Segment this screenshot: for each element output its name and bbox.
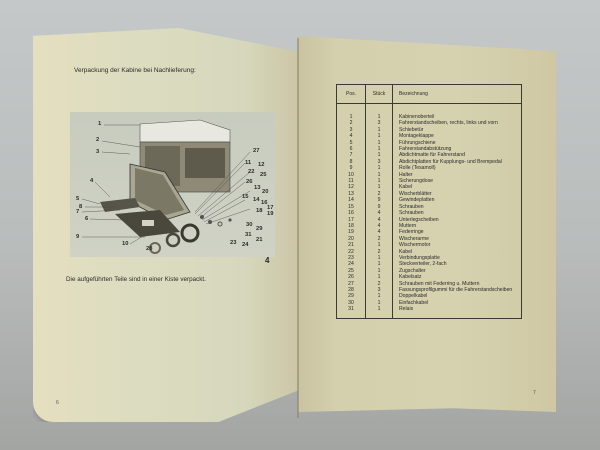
cell-stueck: 1 bbox=[366, 152, 393, 158]
cell-stueck: 9 bbox=[366, 197, 393, 203]
figure-label: 4 bbox=[90, 178, 94, 184]
cell-bezeichnung: Fahrerstandscheiben, rechts, links und vorn bbox=[393, 120, 522, 126]
cell-pos: 22 bbox=[337, 249, 366, 255]
cell-bezeichnung: Zugschalter bbox=[393, 268, 522, 274]
figure-label: 22 bbox=[248, 169, 255, 175]
figure-label: 14 bbox=[253, 197, 260, 203]
cell-pos: 14 bbox=[337, 197, 366, 203]
cell-stueck: 1 bbox=[366, 300, 393, 306]
cell-pos: 29 bbox=[337, 293, 366, 299]
cell-stueck: 3 bbox=[366, 287, 393, 293]
table-body bbox=[337, 104, 522, 319]
table-row bbox=[337, 306, 522, 318]
cell-pos: 31 bbox=[337, 306, 366, 318]
cell-bezeichnung: Einfachkabel bbox=[393, 300, 522, 306]
figure-label: 5 bbox=[76, 196, 80, 202]
section-heading: Verpackung der Kabine bei Nachlieferung: bbox=[74, 67, 196, 74]
cell-bezeichnung: Rolle (Tesamoll) bbox=[393, 165, 522, 171]
cell-pos: 20 bbox=[337, 236, 366, 242]
cell-stueck: 1 bbox=[366, 261, 393, 267]
cell-bezeichnung: Wischerblätter bbox=[393, 191, 522, 197]
cell-pos: 12 bbox=[337, 184, 366, 190]
figure-label: 11 bbox=[245, 160, 252, 166]
figure-label: 1 bbox=[98, 121, 102, 127]
cell-bezeichnung: Abdichtmatte für Fahrerstand bbox=[393, 152, 522, 158]
cell-bezeichnung: Abdichtplatten für Kupplungs- und Brempedal bbox=[393, 159, 522, 165]
cell-bezeichnung: Schrauben bbox=[393, 204, 522, 210]
figure-label: 9 bbox=[76, 234, 80, 240]
cell-bezeichnung: Führungschiene bbox=[393, 140, 522, 146]
book-spine bbox=[297, 38, 299, 418]
figure-label: 21 bbox=[256, 237, 263, 243]
cell-stueck: 1 bbox=[366, 306, 393, 318]
table-header-row bbox=[337, 85, 522, 104]
cell-pos: 7 bbox=[337, 152, 366, 158]
cell-stueck: 1 bbox=[366, 165, 393, 171]
cell-stueck: 1 bbox=[366, 178, 393, 184]
cell-bezeichnung: Muttern bbox=[393, 223, 522, 229]
cell-pos: 27 bbox=[337, 281, 366, 287]
cell-stueck: 1 bbox=[366, 140, 393, 146]
cell-stueck: 4 bbox=[366, 229, 393, 235]
cell-pos: 13 bbox=[337, 191, 366, 197]
cell-bezeichnung: Fassungsprofilgummi für die Fahrerstandscheiben bbox=[393, 287, 522, 293]
cell-stueck: 1 bbox=[366, 242, 393, 248]
cell-pos: 15 bbox=[337, 204, 366, 210]
cell-bezeichnung: Kabel bbox=[393, 184, 522, 190]
figure-label: 26 bbox=[246, 179, 253, 185]
cell-pos: 5 bbox=[337, 140, 366, 146]
cell-pos: 19 bbox=[337, 229, 366, 235]
figure-label: 8 bbox=[79, 204, 83, 210]
cell-pos: 6 bbox=[337, 146, 366, 152]
cell-bezeichnung: Unterlegscheiben bbox=[393, 217, 522, 223]
cell-bezeichnung: Montageklappe bbox=[393, 133, 522, 139]
cell-pos: 18 bbox=[337, 223, 366, 229]
cell-bezeichnung: Relais bbox=[393, 306, 522, 318]
figure-label: 7 bbox=[76, 209, 80, 215]
cell-stueck: 2 bbox=[366, 281, 393, 287]
figure-label: 31 bbox=[245, 232, 252, 238]
cell-pos: 21 bbox=[337, 242, 366, 248]
figure-label: 25 bbox=[260, 172, 267, 178]
cell-pos: 8 bbox=[337, 159, 366, 165]
figure-label: 27 bbox=[253, 148, 260, 154]
cell-bezeichnung: Fahrerstandabstützung bbox=[393, 146, 522, 152]
cell-stueck: 2 bbox=[366, 236, 393, 242]
figure-label: 24 bbox=[242, 242, 249, 248]
cell-bezeichnung: Kabel bbox=[393, 249, 522, 255]
cell-stueck: 4 bbox=[366, 210, 393, 216]
cell-pos: 16 bbox=[337, 210, 366, 216]
cell-bezeichnung: Schiebetür bbox=[393, 127, 522, 133]
cell-bezeichnung: Schrauben mit Federring u. Muttern bbox=[393, 281, 522, 287]
cell-pos: 4 bbox=[337, 133, 366, 139]
cell-bezeichnung: Kabelsatz bbox=[393, 274, 522, 280]
cell-bezeichnung: Steckverteiler, 2-fach bbox=[393, 261, 522, 267]
cell-pos: 11 bbox=[337, 178, 366, 184]
figure-caption: Die aufgeführten Teile sind in einer Kiste verpackt. bbox=[66, 276, 206, 283]
figure-label: 29 bbox=[256, 226, 263, 232]
cell-bezeichnung: Doppelkabel bbox=[393, 293, 522, 299]
cell-pos: 2 bbox=[337, 120, 366, 126]
figure-label: 15 bbox=[242, 194, 249, 200]
column-header-stueck: Stück bbox=[366, 85, 393, 104]
cell-bezeichnung: Schrauben bbox=[393, 210, 522, 216]
cell-pos: 25 bbox=[337, 268, 366, 274]
cell-pos: 24 bbox=[337, 261, 366, 267]
column-header-bezeichnung: Bezeichnung bbox=[393, 85, 522, 104]
left-page-number: 6 bbox=[56, 400, 59, 406]
cabin-parts-illustration bbox=[70, 112, 275, 257]
cell-stueck: 9 bbox=[366, 204, 393, 210]
cell-bezeichnung: Halter bbox=[393, 172, 522, 178]
figure-label: 16 bbox=[261, 200, 268, 206]
figure-label: 3 bbox=[96, 149, 100, 155]
cell-stueck: 1 bbox=[366, 127, 393, 133]
cell-stueck: 1 bbox=[366, 172, 393, 178]
figure-label: 23 bbox=[230, 240, 237, 246]
figure-label: 2 bbox=[96, 137, 100, 143]
cell-pos: 28 bbox=[337, 287, 366, 293]
cell-pos: 17 bbox=[337, 217, 366, 223]
cell-bezeichnung: Wischerarme bbox=[393, 236, 522, 242]
column-header-pos: Pos. bbox=[337, 85, 366, 104]
figure-label: 12 bbox=[258, 162, 265, 168]
cell-bezeichnung: Federringe bbox=[393, 229, 522, 235]
cell-stueck: 1 bbox=[366, 274, 393, 280]
figure-label: 10 bbox=[122, 241, 129, 247]
right-page-number: 7 bbox=[533, 390, 536, 396]
cell-stueck: 1 bbox=[366, 133, 393, 139]
cell-stueck: 1 bbox=[366, 184, 393, 190]
cell-stueck: 1 bbox=[366, 268, 393, 274]
cell-pos: 26 bbox=[337, 274, 366, 280]
cell-bezeichnung: Wischermotor bbox=[393, 242, 522, 248]
cell-pos: 9 bbox=[337, 165, 366, 171]
cell-stueck: 1 bbox=[366, 146, 393, 152]
cell-bezeichnung: Sicherungdose bbox=[393, 178, 522, 184]
cell-pos: 3 bbox=[337, 127, 366, 133]
cell-stueck: 1 bbox=[366, 114, 393, 120]
cell-bezeichnung: Kabinenoberteil bbox=[393, 114, 522, 120]
figure-label: 18 bbox=[256, 208, 263, 214]
cell-stueck: 1 bbox=[366, 293, 393, 299]
cell-stueck: 4 bbox=[366, 223, 393, 229]
cell-bezeichnung: Verbindungsplatte bbox=[393, 255, 522, 261]
cell-stueck: 2 bbox=[366, 249, 393, 255]
cell-stueck: 2 bbox=[366, 191, 393, 197]
figure-number: 4 bbox=[265, 256, 270, 265]
cell-bezeichnung: Gewindeplatten bbox=[393, 197, 522, 203]
figure-label: 20 bbox=[262, 189, 269, 195]
figure-label: 19 bbox=[267, 211, 274, 217]
figure-label: 13 bbox=[254, 185, 261, 191]
cell-pos: 1 bbox=[337, 114, 366, 120]
cell-pos: 10 bbox=[337, 172, 366, 178]
cell-stueck: 3 bbox=[366, 159, 393, 165]
figure-label: 30 bbox=[246, 222, 253, 228]
cell-pos: 23 bbox=[337, 255, 366, 261]
cell-stueck: 4 bbox=[366, 217, 393, 223]
cell-stueck: 3 bbox=[366, 120, 393, 126]
figure-label: 6 bbox=[85, 216, 89, 222]
figure-label: 28 bbox=[146, 246, 153, 252]
parts-list-table bbox=[336, 84, 522, 319]
cell-stueck: 1 bbox=[366, 255, 393, 261]
figure-label: 17 bbox=[267, 205, 274, 211]
cell-pos: 30 bbox=[337, 300, 366, 306]
